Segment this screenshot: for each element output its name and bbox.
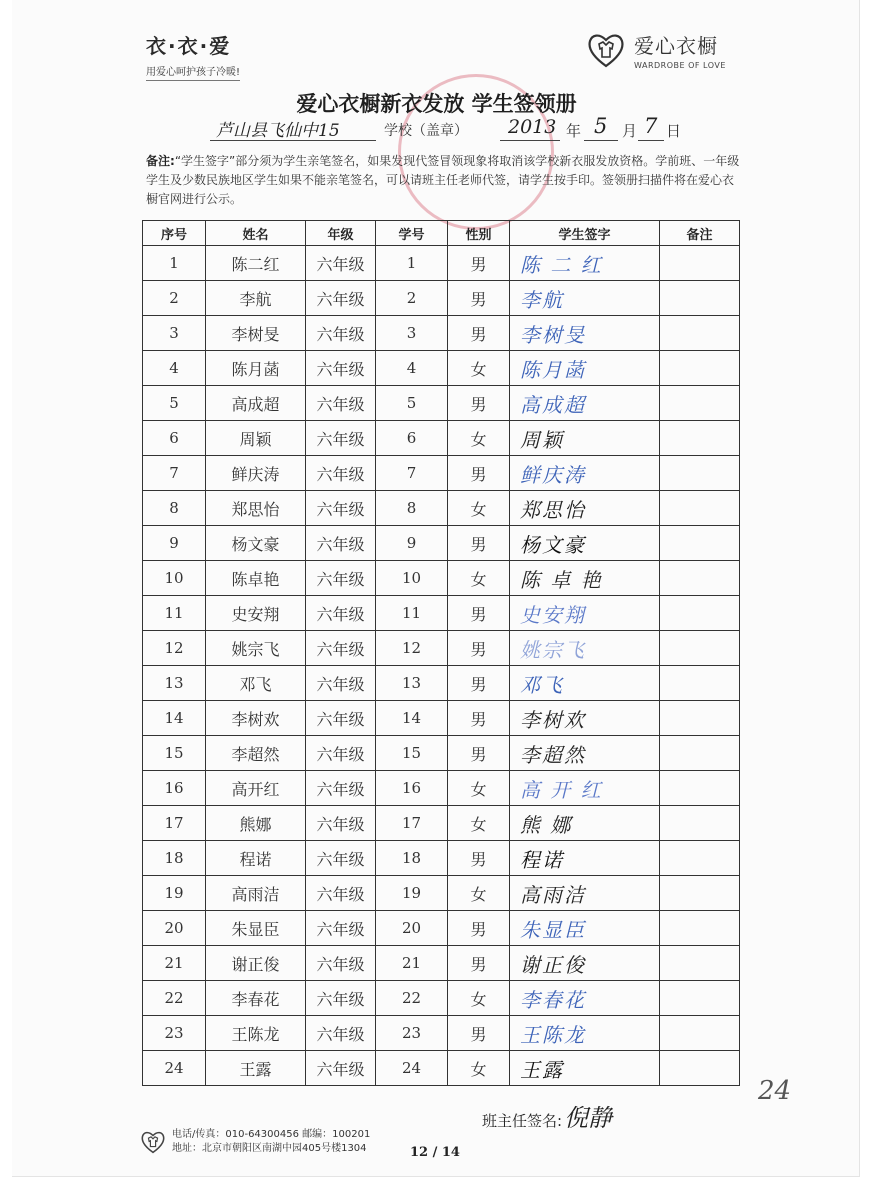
teacher-signature: 倪静 — [564, 1104, 613, 1132]
table-row — [143, 526, 740, 561]
table-row — [143, 701, 740, 736]
cell-name: 鲜庆涛 — [206, 456, 306, 491]
header-name: 姓名 — [206, 221, 306, 246]
right-brand-en: WARDROBE OF LOVE — [634, 61, 726, 70]
cell-remark — [660, 1016, 740, 1051]
cell-signature: 史安翔 — [510, 596, 660, 631]
cell-seq: 23 — [143, 1016, 206, 1051]
cell-name: 高雨洁 — [206, 876, 306, 911]
table-header-row — [143, 221, 740, 246]
cell-remark — [660, 771, 740, 806]
cell-grade: 六年级 — [306, 1016, 376, 1051]
footer-address: 地址：北京市朝阳区南湖中园405号楼1304 — [172, 1143, 367, 1154]
cell-student-no: 11 — [376, 596, 448, 631]
cell-seq: 1 — [143, 246, 206, 281]
cell-signature: 鲜庆涛 — [510, 456, 660, 491]
school-name-handwritten: 芦山县飞仙中15 — [216, 121, 340, 141]
handwritten-page-mark: 24 — [758, 1076, 792, 1106]
table-row — [143, 246, 740, 281]
cell-student-no: 18 — [376, 841, 448, 876]
cell-name: 王陈龙 — [206, 1016, 306, 1051]
cell-student-no: 9 — [376, 526, 448, 561]
day-label: 日 — [666, 122, 682, 140]
cell-student-no: 12 — [376, 631, 448, 666]
year-label: 年 — [566, 122, 582, 140]
cell-grade: 六年级 — [306, 666, 376, 701]
teacher-label: 班主任签名: — [482, 1112, 563, 1130]
table-row — [143, 981, 740, 1016]
cell-student-no: 3 — [376, 316, 448, 351]
cell-seq: 14 — [143, 701, 206, 736]
cell-gender: 男 — [448, 386, 510, 421]
note-text: “学生签字”部分须为学生亲笔签名，如果发现代签冒领现象将取消该学校新衣服发放资格。学前班、一年级学生及少数民族地区学生如果不能亲笔签名，可以请班主任老师代签，请学生按手印。签领册扫描件将在爱心衣橱官网进行公示。 — [146, 154, 740, 206]
header-gender: 性别 — [448, 221, 510, 246]
cell-grade: 六年级 — [306, 316, 376, 351]
cell-gender: 男 — [448, 1016, 510, 1051]
cell-remark — [660, 596, 740, 631]
cell-student-no: 15 — [376, 736, 448, 771]
cell-seq: 20 — [143, 911, 206, 946]
cell-gender: 男 — [448, 701, 510, 736]
cell-seq: 2 — [143, 281, 206, 316]
cell-seq: 16 — [143, 771, 206, 806]
page-number: 12 / 14 — [410, 1145, 460, 1160]
cell-student-no: 13 — [376, 666, 448, 701]
cell-signature: 王陈龙 — [510, 1016, 660, 1051]
cell-name: 李航 — [206, 281, 306, 316]
cell-student-no: 17 — [376, 806, 448, 841]
cell-student-no: 1 — [376, 246, 448, 281]
cell-grade: 六年级 — [306, 491, 376, 526]
cell-name: 史安翔 — [206, 596, 306, 631]
cell-remark — [660, 981, 740, 1016]
cell-name: 王露 — [206, 1051, 306, 1086]
cell-remark — [660, 386, 740, 421]
cell-signature: 谢正俊 — [510, 946, 660, 981]
year-handwritten: 2013 — [508, 116, 557, 138]
cell-signature: 陈 二 红 — [510, 246, 660, 281]
cell-gender: 男 — [448, 631, 510, 666]
cell-name: 李树欢 — [206, 701, 306, 736]
cell-signature: 姚宗飞 — [510, 631, 660, 666]
cell-student-no: 24 — [376, 1051, 448, 1086]
cell-name: 谢正俊 — [206, 946, 306, 981]
cell-student-no: 7 — [376, 456, 448, 491]
cell-name: 熊娜 — [206, 806, 306, 841]
cell-signature: 陈月菡 — [510, 351, 660, 386]
cell-student-no: 23 — [376, 1016, 448, 1051]
table-row — [143, 911, 740, 946]
cell-remark — [660, 806, 740, 841]
header-signature: 学生签字 — [510, 221, 660, 246]
table-row — [143, 596, 740, 631]
heart-shirt-icon — [586, 30, 626, 70]
cell-signature: 程诺 — [510, 841, 660, 876]
cell-gender: 男 — [448, 911, 510, 946]
wardrobe-of-love-logo — [586, 30, 726, 70]
table-row — [143, 561, 740, 596]
cell-seq: 5 — [143, 386, 206, 421]
table-row — [143, 946, 740, 981]
teacher-signature-line — [482, 1098, 612, 1133]
cell-grade: 六年级 — [306, 841, 376, 876]
cell-remark — [660, 876, 740, 911]
cell-student-no: 10 — [376, 561, 448, 596]
cell-grade: 六年级 — [306, 806, 376, 841]
cell-name: 周颖 — [206, 421, 306, 456]
cell-seq: 19 — [143, 876, 206, 911]
table-row — [143, 386, 740, 421]
note-label: 备注: — [146, 154, 175, 168]
cell-student-no: 5 — [376, 386, 448, 421]
cell-grade: 六年级 — [306, 631, 376, 666]
table-row — [143, 841, 740, 876]
cell-signature: 李树欢 — [510, 701, 660, 736]
left-slogan: 用爱心呵护孩子冷暖! — [146, 63, 240, 81]
cell-grade: 六年级 — [306, 1051, 376, 1086]
table-row — [143, 771, 740, 806]
cell-remark — [660, 351, 740, 386]
cell-seq: 24 — [143, 1051, 206, 1086]
cell-remark — [660, 281, 740, 316]
cell-gender: 男 — [448, 596, 510, 631]
cell-signature: 邓飞 — [510, 666, 660, 701]
cell-gender: 女 — [448, 806, 510, 841]
cell-remark — [660, 421, 740, 456]
remarks-note — [146, 152, 744, 209]
cell-remark — [660, 561, 740, 596]
cell-name: 陈二红 — [206, 246, 306, 281]
cell-grade: 六年级 — [306, 771, 376, 806]
cell-seq: 3 — [143, 316, 206, 351]
cell-grade: 六年级 — [306, 561, 376, 596]
cell-grade: 六年级 — [306, 736, 376, 771]
cell-gender: 男 — [448, 246, 510, 281]
heart-shirt-icon — [140, 1129, 166, 1155]
cell-remark — [660, 1051, 740, 1086]
cell-remark — [660, 666, 740, 701]
header-remark: 备注 — [660, 221, 740, 246]
cell-seq: 13 — [143, 666, 206, 701]
table-row — [143, 456, 740, 491]
cell-grade: 六年级 — [306, 386, 376, 421]
cell-student-no: 6 — [376, 421, 448, 456]
cell-gender: 女 — [448, 771, 510, 806]
cell-name: 程诺 — [206, 841, 306, 876]
cell-signature: 王露 — [510, 1051, 660, 1086]
school-label: 学校（盖章） — [384, 123, 468, 139]
cell-gender: 男 — [448, 736, 510, 771]
cell-gender: 女 — [448, 421, 510, 456]
cell-signature: 李航 — [510, 281, 660, 316]
cell-name: 邓飞 — [206, 666, 306, 701]
cell-name: 高开红 — [206, 771, 306, 806]
cell-gender: 男 — [448, 281, 510, 316]
cell-remark — [660, 316, 740, 351]
cell-signature: 周颖 — [510, 421, 660, 456]
cell-gender: 男 — [448, 666, 510, 701]
header-student-no: 学号 — [376, 221, 448, 246]
cell-grade: 六年级 — [306, 876, 376, 911]
cell-student-no: 20 — [376, 911, 448, 946]
header-grade: 年级 — [306, 221, 376, 246]
cell-remark — [660, 631, 740, 666]
month-handwritten: 5 — [594, 114, 608, 138]
month-label: 月 — [622, 122, 638, 140]
cell-gender: 女 — [448, 491, 510, 526]
cell-gender: 女 — [448, 1051, 510, 1086]
table-row — [143, 806, 740, 841]
cell-name: 郑思怡 — [206, 491, 306, 526]
cell-student-no: 14 — [376, 701, 448, 736]
cell-seq: 17 — [143, 806, 206, 841]
cell-signature: 杨文豪 — [510, 526, 660, 561]
cell-student-no: 2 — [376, 281, 448, 316]
right-brand-cn: 爱心衣橱 — [634, 34, 718, 58]
page-title: 爱心衣橱新衣发放 学生签领册 — [296, 92, 577, 116]
table-row — [143, 1016, 740, 1051]
cell-name: 姚宗飞 — [206, 631, 306, 666]
cell-signature: 高成超 — [510, 386, 660, 421]
header-seq: 序号 — [143, 221, 206, 246]
cell-gender: 女 — [448, 981, 510, 1016]
cell-student-no: 8 — [376, 491, 448, 526]
cell-remark — [660, 246, 740, 281]
cell-seq: 22 — [143, 981, 206, 1016]
table-row — [143, 736, 740, 771]
cell-seq: 21 — [143, 946, 206, 981]
table-row — [143, 281, 740, 316]
cell-remark — [660, 736, 740, 771]
cell-seq: 11 — [143, 596, 206, 631]
cell-signature: 朱显臣 — [510, 911, 660, 946]
cell-signature: 高雨洁 — [510, 876, 660, 911]
cell-remark — [660, 911, 740, 946]
cell-remark — [660, 701, 740, 736]
cell-name: 李超然 — [206, 736, 306, 771]
cell-remark — [660, 526, 740, 561]
cell-grade: 六年级 — [306, 946, 376, 981]
cell-remark — [660, 491, 740, 526]
cell-signature: 李超然 — [510, 736, 660, 771]
cell-signature: 李树旻 — [510, 316, 660, 351]
cell-signature: 郑思怡 — [510, 491, 660, 526]
school-date-line — [210, 114, 750, 144]
cell-name: 朱显臣 — [206, 911, 306, 946]
cell-signature: 高 开 红 — [510, 771, 660, 806]
cell-name: 陈月菡 — [206, 351, 306, 386]
cell-seq: 6 — [143, 421, 206, 456]
cell-gender: 男 — [448, 946, 510, 981]
yiyiai-logo — [146, 30, 240, 81]
left-brand: 衣·衣·爱 — [146, 34, 232, 58]
cell-name: 陈卓艳 — [206, 561, 306, 596]
cell-grade: 六年级 — [306, 421, 376, 456]
cell-name: 杨文豪 — [206, 526, 306, 561]
cell-gender: 男 — [448, 841, 510, 876]
cell-student-no: 22 — [376, 981, 448, 1016]
footer-contact — [140, 1128, 370, 1156]
cell-seq: 18 — [143, 841, 206, 876]
cell-student-no: 4 — [376, 351, 448, 386]
cell-student-no: 16 — [376, 771, 448, 806]
cell-name: 高成超 — [206, 386, 306, 421]
table-row — [143, 351, 740, 386]
cell-seq: 12 — [143, 631, 206, 666]
cell-seq: 4 — [143, 351, 206, 386]
table-row — [143, 316, 740, 351]
cell-grade: 六年级 — [306, 911, 376, 946]
cell-name: 李树旻 — [206, 316, 306, 351]
cell-grade: 六年级 — [306, 701, 376, 736]
table-row — [143, 1051, 740, 1086]
cell-seq: 10 — [143, 561, 206, 596]
cell-student-no: 21 — [376, 946, 448, 981]
cell-grade: 六年级 — [306, 351, 376, 386]
cell-grade: 六年级 — [306, 456, 376, 491]
table-row — [143, 876, 740, 911]
cell-seq: 9 — [143, 526, 206, 561]
cell-seq: 7 — [143, 456, 206, 491]
table-row — [143, 631, 740, 666]
footer-phone: 电话/传真：010-64300456 邮编：100201 — [172, 1129, 371, 1140]
table-row — [143, 421, 740, 456]
cell-signature: 陈 卓 艳 — [510, 561, 660, 596]
cell-gender: 女 — [448, 561, 510, 596]
cell-gender: 男 — [448, 456, 510, 491]
cell-gender: 男 — [448, 316, 510, 351]
cell-signature: 熊 娜 — [510, 806, 660, 841]
day-handwritten: 7 — [644, 114, 658, 138]
cell-grade: 六年级 — [306, 596, 376, 631]
cell-seq: 8 — [143, 491, 206, 526]
cell-signature: 李春花 — [510, 981, 660, 1016]
cell-grade: 六年级 — [306, 526, 376, 561]
cell-gender: 男 — [448, 526, 510, 561]
cell-seq: 15 — [143, 736, 206, 771]
cell-remark — [660, 841, 740, 876]
student-roster-table — [142, 220, 740, 1086]
cell-name: 李春花 — [206, 981, 306, 1016]
cell-grade: 六年级 — [306, 246, 376, 281]
cell-gender: 女 — [448, 351, 510, 386]
cell-student-no: 19 — [376, 876, 448, 911]
cell-grade: 六年级 — [306, 981, 376, 1016]
cell-grade: 六年级 — [306, 281, 376, 316]
cell-remark — [660, 946, 740, 981]
cell-remark — [660, 456, 740, 491]
table-row — [143, 666, 740, 701]
table-row — [143, 491, 740, 526]
cell-gender: 女 — [448, 876, 510, 911]
